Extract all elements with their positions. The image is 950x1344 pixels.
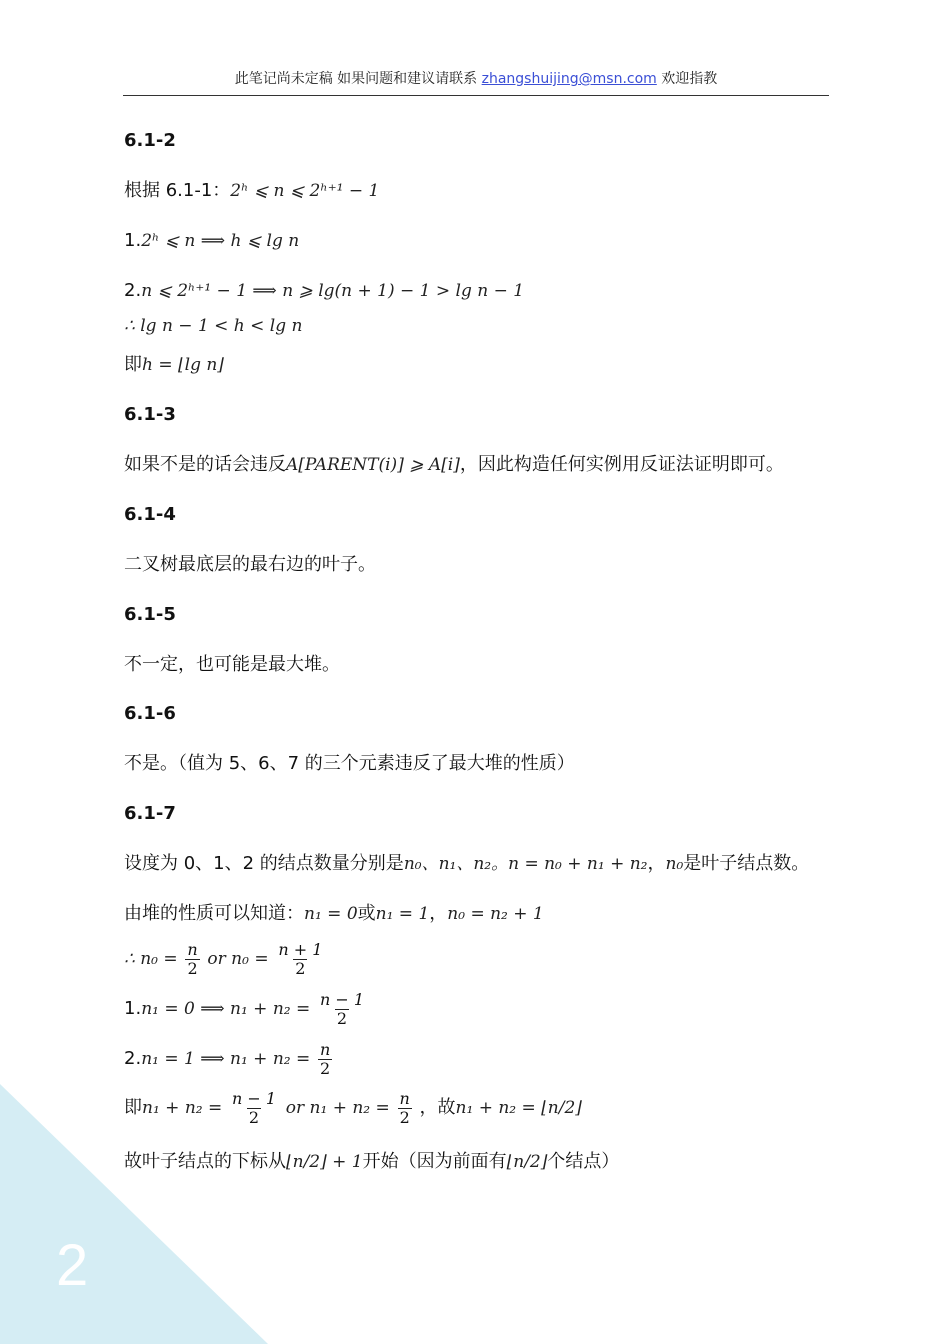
- section-title-6-1-5: 6.1-5: [124, 604, 176, 625]
- s617-l7-math-b: ⌊n/2⌋: [506, 1152, 548, 1172]
- s617-l4-fraction: [318, 991, 366, 1028]
- s612-line-1: [124, 180, 379, 202]
- s617-l5-math: n₁ = 1 ⟹ n₁ + n₂ =: [141, 1049, 311, 1069]
- s612-l5-math: h = ⌊lg n⌋: [142, 355, 224, 375]
- s617-l7-text-c: 个结点）: [547, 1151, 620, 1172]
- header-note: 此笔记尚未定稿 如果问题和建议请联系: [234, 71, 482, 87]
- page-number: 2: [56, 1233, 89, 1298]
- section-title-6-1-6: 6.1-6: [124, 703, 176, 724]
- fraction-numerator: n + 1: [278, 939, 323, 959]
- s612-l1-math: 2ʰ ⩽ n ⩽ 2ʰ⁺¹ − 1: [230, 181, 380, 201]
- section-title-6-1-4: 6.1-4: [124, 504, 176, 525]
- s617-l1-text-c: 是叶子结点数。: [683, 853, 810, 874]
- s617-l1-math-a: n₀、n₁、n₂。n = n₀ + n₁ + n₂: [403, 854, 648, 874]
- s617-l2-math-a: n₁ = 0: [304, 904, 358, 924]
- page-header: [123, 68, 829, 88]
- header-divider: [123, 95, 829, 96]
- s617-l1-text-b: ，: [647, 853, 666, 874]
- fraction-denominator: 2: [336, 1008, 348, 1028]
- section-title-6-1-2: 6.1-2: [124, 130, 176, 151]
- s617-l1-math-b: n₀: [665, 854, 684, 874]
- s617-l5-fraction: [318, 1041, 332, 1078]
- s613-text-after: ，因此构造任何实例用反证法证明即可。: [459, 454, 784, 475]
- s617-l7-text-b: 开始（因为前面有: [362, 1151, 507, 1172]
- s612-l3-math: n ⩽ 2ʰ⁺¹ − 1 ⟹ n ⩾ lg(n + 1) − 1 > lg n − 1: [141, 281, 525, 301]
- section-title-6-1-7: 6.1-7: [124, 803, 176, 824]
- s617-line-4: [124, 990, 368, 1028]
- s613-math: A[PARENT(i)] ⩾ A[i]: [286, 455, 460, 475]
- s617-l6-text-a: 即: [124, 1097, 142, 1118]
- s617-l2-math-b: n₁ = 1: [375, 904, 430, 924]
- fraction-denominator: 2: [399, 1107, 410, 1127]
- fraction-numerator: n: [399, 1088, 410, 1108]
- s617-l3-fraction-2: [276, 941, 324, 978]
- header-email-link[interactable]: zhangshuijing@msn.com: [481, 71, 657, 87]
- s612-l1-text: 根据 6.1-1：: [124, 180, 231, 201]
- section-title-6-1-3: 6.1-3: [124, 404, 176, 425]
- s617-l6-math-c: n₁ + n₂ = ⌊n/2⌋: [455, 1098, 582, 1118]
- s612-line-4: [124, 315, 302, 337]
- s617-line-1: [124, 853, 809, 875]
- s617-l2-text-a: 由堆的性质可以知道：: [124, 903, 304, 924]
- s617-l6-fraction-1: [230, 1090, 278, 1127]
- s612-l2-prefix: 1.: [124, 230, 142, 251]
- s617-l1-text-a: 设度为 0、1、2 的结点数量分别是: [124, 853, 404, 874]
- s617-l7-math-a: ⌊n/2⌋ + 1: [286, 1152, 363, 1172]
- s617-l2-text-c: ，: [429, 903, 448, 924]
- s617-l6-math-b: or n₁ + n₂ =: [285, 1098, 390, 1118]
- s616-line: 不是。（值为 5、6、7 的三个元素违反了最大堆的性质）: [124, 753, 575, 774]
- s612-line-3: [124, 280, 524, 302]
- s617-l3-math-a: ∴ n₀ =: [124, 949, 178, 969]
- s617-l4-prefix: 1.: [124, 998, 142, 1019]
- s617-l4-math: n₁ = 0 ⟹ n₁ + n₂ =: [141, 999, 311, 1019]
- s615-line: 不一定，也可能是最大堆。: [124, 654, 340, 675]
- s617-l6-math-a: n₁ + n₂ =: [142, 1098, 223, 1118]
- s617-line-6: [124, 1089, 582, 1127]
- fraction-denominator: 2: [295, 958, 306, 978]
- s613-text-before: 如果不是的话会违反: [124, 454, 286, 475]
- s612-l4-math: ∴ lg n − 1 < h < lg n: [124, 316, 303, 336]
- s617-line-5: [124, 1040, 334, 1078]
- s617-line-3: [124, 940, 326, 978]
- s617-l5-prefix: 2.: [124, 1048, 142, 1069]
- s612-line-2: [124, 230, 299, 252]
- fraction-denominator: 2: [248, 1107, 260, 1127]
- s617-l6-fraction-2: [398, 1090, 412, 1127]
- fraction-denominator: 2: [187, 958, 198, 978]
- s613-line: [124, 454, 784, 476]
- s617-l2-math-c: n₀ = n₂ + 1: [447, 904, 544, 924]
- s617-l7-text-a: 故叶子结点的下标从: [124, 1151, 286, 1172]
- fraction-numerator: n − 1: [231, 1088, 277, 1108]
- s617-line-7: [124, 1151, 619, 1173]
- fraction-numerator: n: [187, 939, 198, 959]
- s617-l3-math-b: or n₀ =: [207, 949, 269, 969]
- fraction-denominator: 2: [320, 1058, 331, 1078]
- s617-l6-text-b: ，故: [419, 1097, 456, 1118]
- s614-line: 二叉树最底层的最右边的叶子。: [124, 554, 376, 575]
- s612-l2-math: 2ʰ ⩽ n ⟹ h ⩽ lg n: [141, 231, 300, 251]
- s617-l2-text-b: 或: [357, 903, 376, 924]
- header-welcome: 欢迎指教: [656, 71, 718, 87]
- fraction-numerator: n − 1: [319, 989, 365, 1009]
- s612-line-5: [124, 354, 224, 376]
- fraction-numerator: n: [319, 1039, 331, 1059]
- s612-l3-prefix: 2.: [124, 280, 142, 301]
- s617-l3-fraction-1: [185, 941, 199, 978]
- s617-line-2: [124, 903, 544, 925]
- s612-l5-text: 即: [124, 354, 142, 375]
